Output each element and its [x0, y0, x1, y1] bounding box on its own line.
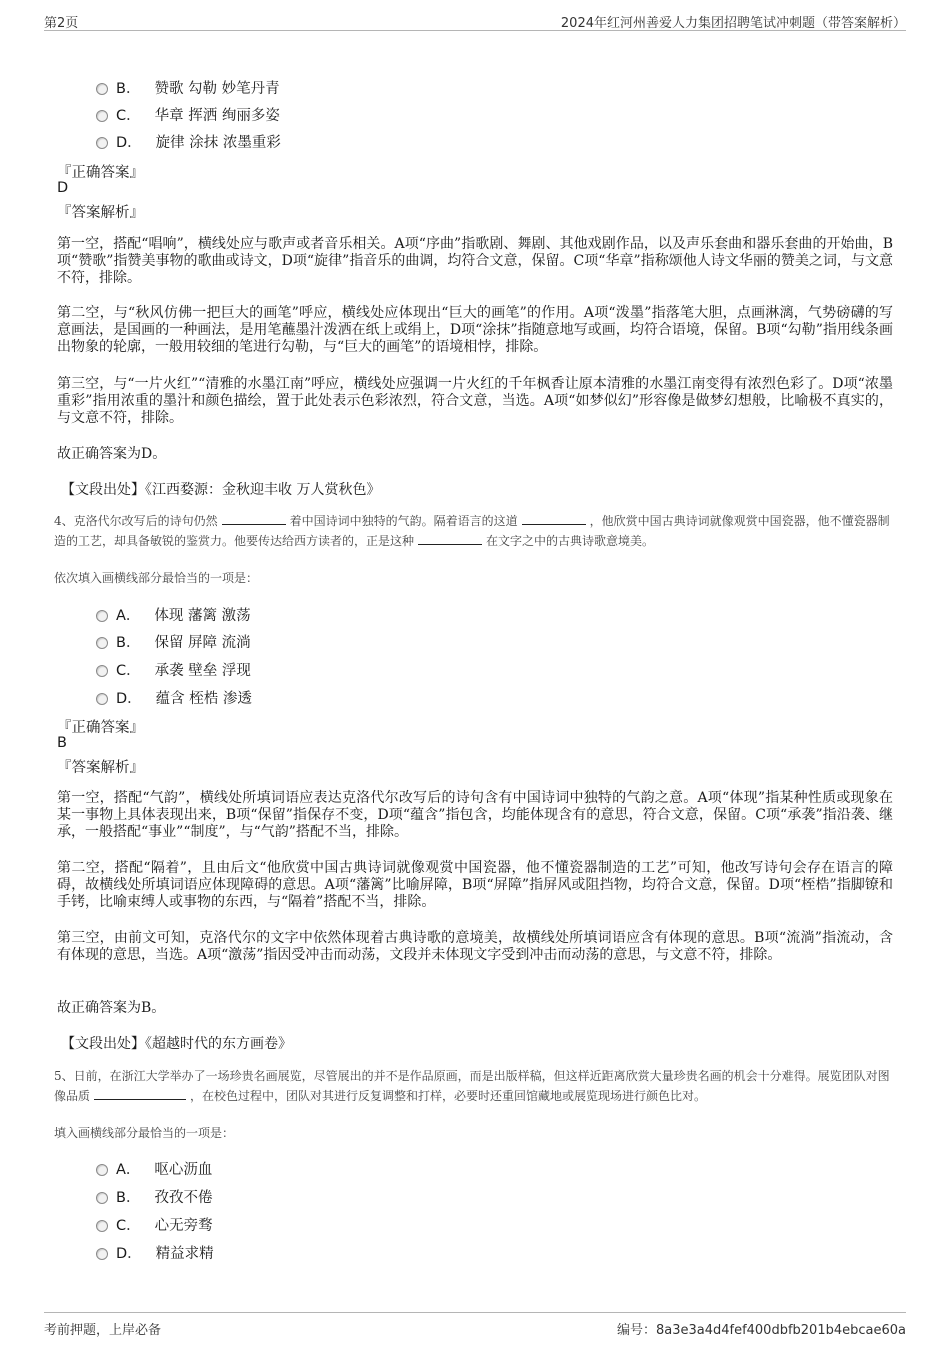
radio-icon[interactable] [96, 637, 108, 649]
q4-option-d[interactable]: D． 蕴含 桎梏 渗透 [96, 687, 252, 708]
footer-slogan: 考前押题，上岸必备 [44, 1323, 162, 1338]
radio-icon[interactable] [96, 1248, 108, 1260]
q4-source: 【文段出处】《超越时代的东方画卷》 [61, 1036, 292, 1052]
radio-icon[interactable] [96, 1164, 108, 1176]
q4-stem: 4、克洛代尔改写后的诗句仍然 着中国诗词中独特的气韵。隔着语言的这道 ，他欣赏中国古典诗词就像观赏中国瓷器，他不懂瓷器制造的工艺，却具备敏锐的鉴赏力。他要传达给西方读者的，正是这种 在文字之中的古典诗歌意境美。 [54, 514, 890, 548]
q4-analysis-label: 『答案解析』 [57, 760, 144, 776]
document-code: 编号：8a3e3a4d4fef400dbfb201b4ebcae60a [616, 1323, 906, 1338]
q3-option-c[interactable]: C． 华章 挥洒 绚丽多姿 [96, 104, 280, 125]
q4-analysis-conclusion: 故正确答案为B。 [57, 1000, 166, 1016]
q5-option-d[interactable]: D． 精益求精 [96, 1242, 214, 1263]
radio-icon[interactable] [96, 610, 108, 622]
q3-analysis-conclusion: 故正确答案为D。 [57, 446, 167, 462]
q3-analysis-para-3: 第三空，与“一片火红”“清雅的水墨江南”呼应，横线处应强调一片火红的千年枫香让原本清雅的水墨江南变得有浓烈色彩了。D项“浓墨重彩”指用浓重的墨汁和颜色描绘，置于此处表示色彩浓烈，符合文意，当选。A项“如梦似幻”形容像是做梦幻想般，比喻极不真实的，与文意不符，排除。 [57, 376, 893, 426]
q5-stem: 5、日前，在浙江大学举办了一场珍贵名画展览，尽管展出的并不是作品原画，而是出版样稿，但这样近距离欣赏大量珍贵名画的机会十分难得。展览团队对图像品质 ，在校色过程中，团队对其进行反复调整和打样，必要时还重回馆藏地或展览现场进行颜色比对。 [54, 1069, 890, 1103]
radio-icon[interactable] [96, 83, 108, 95]
q4-prompt: 依次填入画横线部分最恰当的一项是： [54, 571, 259, 585]
q5-option-c[interactable]: C． 心无旁骛 [96, 1214, 213, 1235]
q3-analysis-para-2: 第二空，与“秋风仿佛一把巨大的画笔”呼应，横线处应体现出“巨大的画笔”的作用。A项“泼墨”指落笔大胆，点画淋漓，气势磅礴的写意画法，是国画的一种画法，是用笔蘸墨汁泼洒在纸上或绢上，D项“涂抹”指随意地写或画，均符合语境，保留。B项“勾勒”指用线条画出物象的轮廓，一般用较细的笔进行勾勒，与“巨大的画笔”的语境相悖，排除。 [57, 305, 893, 355]
q5-prompt: 填入画横线部分最恰当的一项是： [54, 1126, 235, 1140]
fill-blank [418, 532, 482, 545]
radio-icon[interactable] [96, 110, 108, 122]
q4-answer-label: 『正确答案』 [57, 720, 144, 736]
q4-option-c[interactable]: C． 承袭 壁垒 浮现 [96, 659, 251, 680]
fill-blank [222, 512, 286, 525]
q4-option-a[interactable]: A． 体现 藩篱 激荡 [96, 604, 251, 625]
q4-analysis-para-1: 第一空，搭配“气韵”，横线处所填词语应表达克洛代尔改写后的诗句含有中国诗词中独特的气韵之意。A项“体现”指某种性质或现象在某一事物上具体表现出来，B项“保留”指保存不变，D项“蕴含”指包含，均能体现含有的意思，符合文意，保留。C项“承袭”指沿袭、继承，一般搭配“事业”“制度”，与“气韵”搭配不当，排除。 [57, 790, 893, 840]
q4-option-b[interactable]: B． 保留 屏障 流淌 [96, 631, 251, 652]
radio-icon[interactable] [96, 1192, 108, 1204]
q3-source: 【文段出处】《江西婺源：金秋迎丰收 万人赏秋色》 [61, 482, 381, 498]
radio-icon[interactable] [96, 693, 108, 705]
q3-answer-label: 『正确答案』 [57, 165, 144, 181]
q3-analysis-para-1: 第一空，搭配“唱响”，横线处应与歌声或者音乐相关。A项“序曲”指歌剧、舞剧、其他戏剧作品，以及声乐套曲和器乐套曲的开始曲，B项“赞歌”指赞美事物的歌曲或诗文，D项“旋律”指音乐的曲调，均符合文意，保留。C项“华章”指称颂他人诗文华丽的赞美之词，与文意不符，排除。 [57, 236, 893, 286]
q4-analysis-para-3: 第三空，由前文可知，克洛代尔的文字中依然体现着古典诗歌的意境美，故横线处所填词语应含有体现的意思。B项“流淌”指流动，含有体现的意思，当选。A项“激荡”指因受冲击而动荡，文段并未体现文字受到冲击而动荡的意思，与文意不符，排除。 [57, 930, 893, 963]
document-title: 2024年红河州善爱人力集团招聘笔试冲刺题（带答案解析） [560, 16, 906, 31]
q4-analysis-para-2: 第二空，搭配“隔着”，且由后文“他欣赏中国古典诗词就像观赏中国瓷器，他不懂瓷器制造的工艺”可知，他改写诗句会存在语言的障碍，故横线处所填词语应体现障碍的意思。A项“藩篱”比喻屏障，B项“屏障”指屏风或阻挡物，均符合文意，保留。D项“桎梏”指脚镣和手铐，比喻束缚人或事物的东西，与“隔着”搭配不当，排除。 [57, 860, 893, 910]
q3-option-d[interactable]: D． 旋律 涂抹 浓墨重彩 [96, 131, 281, 152]
fill-blank [522, 512, 586, 525]
q4-answer: B [57, 735, 67, 751]
radio-icon[interactable] [96, 665, 108, 677]
fill-blank [94, 1087, 186, 1100]
q3-answer: D [57, 180, 69, 196]
q5-option-b[interactable]: B． 孜孜不倦 [96, 1186, 212, 1207]
page-number: 第2页 [44, 16, 79, 31]
radio-icon[interactable] [96, 137, 108, 149]
page-header [44, 8, 906, 31]
q3-option-b[interactable]: B． 赞歌 勾勒 妙笔丹青 [96, 77, 280, 98]
page-footer [44, 1312, 906, 1339]
q3-analysis-label: 『答案解析』 [57, 205, 144, 221]
radio-icon[interactable] [96, 1220, 108, 1232]
q5-option-a[interactable]: A． 呕心沥血 [96, 1158, 212, 1179]
